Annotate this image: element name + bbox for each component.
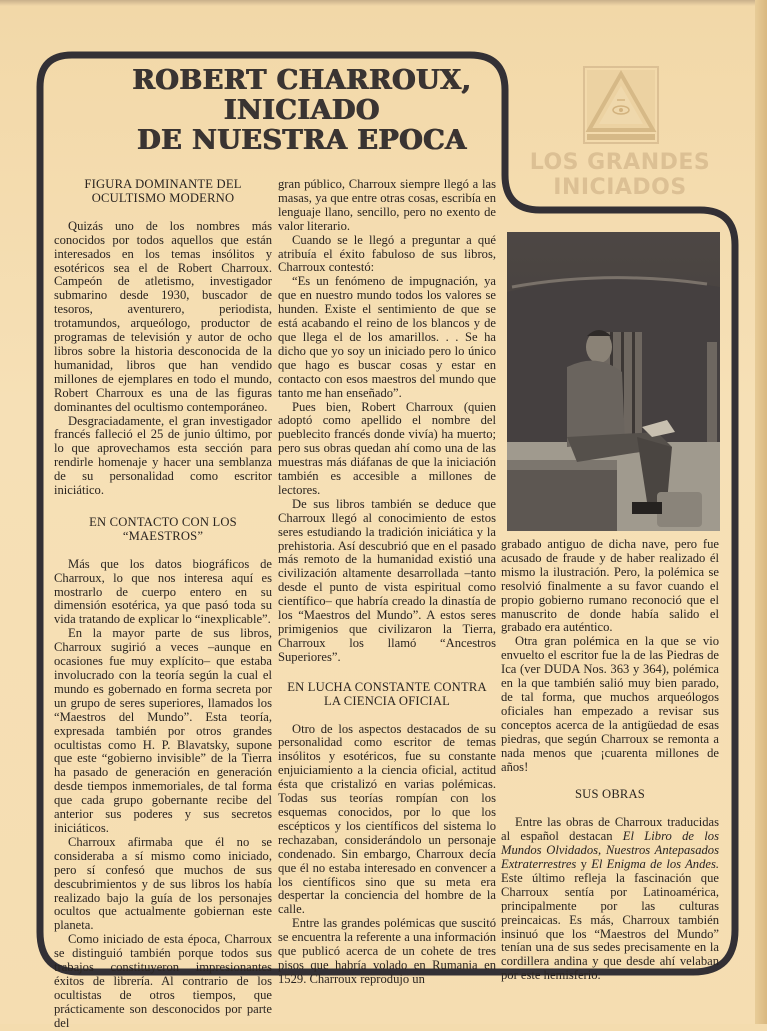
series-line-2: INICIADOS xyxy=(553,175,687,200)
paragraph: Charroux afirmaba que él no se consideraba a sí mismo como iniciado, pero sí confesó que muchos de sus descubrimientos y de sus libros los había realizado bajo la guía de los personajes ocultos que actualmente gobiernan este planeta. xyxy=(54,834,272,933)
photo-scene xyxy=(507,232,720,531)
series-line-1: LOS GRANDES xyxy=(529,150,711,175)
paragraph: Pues bien, Robert Charroux (quien adoptó como apellido el nombre del pueblecito francés donde vivía) ha muerto; pero sus obras quedan ahí como una de las muestras más diáfanas de que la iniciación también es accesible a millones de lectores. xyxy=(278,399,496,497)
title-line-3: DE NUESTRA EPOCA xyxy=(137,125,467,156)
section-heading xyxy=(278,681,496,709)
paragraph-text: Este último refleja la fascinación que Charroux sentía por Latinoamérica, principalmente por las culturas preincaicas. Es más, Charroux también insinuó que los “Maestros del Mundo” tenían una de sus sedes precisamente en la cordillera andina y que desde ahí velaban por este hemisferio. xyxy=(501,870,719,983)
section-heading-line-2: OCULTISMO MODERNO xyxy=(91,190,235,205)
section-heading-line-2: “MAESTROS” xyxy=(122,528,204,543)
section-heading xyxy=(501,788,719,802)
paragraph: De sus libros también se deduce que Charroux llegó al conocimiento de estos seres estudiando la tradición iniciática y la prehistoria. Así descubrió que en el pasado más remoto de la humanidad existió una civilización altamente desarrollada –tanto desde el punto de vista espiritual como científico– que habría creado la dinastía de los “Maestros del Mundo”. A estos seres primigenios que civilizaron la Tierra, Charroux los llamó “Ancestros Superiores”. xyxy=(278,496,496,664)
paragraph: gran público, Charroux siempre llegó a las masas, ya que entre otras cosas, escribía en lenguaje llano, sencillo, pero no exento de valor literario. xyxy=(278,177,496,233)
series-label xyxy=(520,150,720,200)
section-heading-line-1: FIGURA DOMINANTE DEL xyxy=(84,177,242,191)
section-heading xyxy=(54,516,272,544)
book-title: El Libro de los Mundos Olvidados, xyxy=(501,829,719,858)
book-title: Nuestros Antepasados Extraterrestres xyxy=(501,843,720,872)
title-line-1: ROBERT CHARROUX, xyxy=(132,65,472,96)
paragraph: grabado antiguo de dicha nave, pero fue acusado de fraude y de haber realizado él mismo la ilustración. Pero, la polémica se resolvió finalmente a su favor cuando el propio gobierno rumano reconoció que el manuscrito de donde había salido el grabado era auténtico. xyxy=(501,537,719,635)
paragraph: Entre las grandes polémicas que suscitó se encuentra la referente a una información que publicó acerca de un cohete de tres pisos que habría volado en Rumania en 1529. Charroux reprodujo un xyxy=(278,916,496,986)
paragraph-text: y xyxy=(576,857,592,872)
title-line-2: INICIADO xyxy=(224,95,380,126)
paragraph: Cuando se le llegó a preguntar a qué atribuía el éxito fabuloso de sus libros, Charroux contestó: xyxy=(278,232,496,275)
paragraph xyxy=(501,816,719,983)
book-title: El Enigma de los Andes. xyxy=(591,857,719,872)
article-column-2 xyxy=(278,178,496,987)
paragraph: Como iniciado de esta época, Charroux se distinguió también porque todos sus trabajos constituyeron impresionantes éxitos de librería. Al contrario de los ocultistas de otros tiempos, que prácticamente son desconocidos por parte del xyxy=(54,932,272,1030)
section-heading-line-1: EN LUCHA CONSTANTE CONTRA xyxy=(287,679,487,694)
section-heading-line-1: EN CONTACTO CON LOS xyxy=(89,514,237,529)
paragraph: “Es un fenómeno de impugnación, ya que en nuestro mundo todos los valores se hunden. Existe el sentimiento de que se está acabando el reino de los blancos y de que llega el de los amarillos. . . Se ha dicho que yo soy un iniciado pero lo único que hago es buscar cosas y estar en contacto con esos maestros del mundo que tanto me han enseñado”. xyxy=(278,274,496,400)
paragraph: Otra gran polémica en la que se vio envuelto el escritor fue la de las Piedras de Ica (ver DUDA Nos. 363 y 364), polémica en la que también salió muy bien parado, de tal forma, que muchos arqueólogos oficiales han empezado a revisar sus conceptos acerca de la antigüedad de esas piedras, que según Charroux se remonta a nada menos que ¡cuarenta millones de años! xyxy=(501,634,719,774)
paragraph: Quizás uno de los nombres más conocidos por todos aquellos que están interesados en los temas insólitos y esotéricos sea el de Robert Charroux. Campeón de atletismo, investigador submarino desde 1930, buscador de tesoros, aventurero, periodista, trotamundos, arqueólogo, productor de programas de televisión y autor de ocho libros sobre la historia desconocida de la humanidad, libros que han vendido millones de ejemplares en todo el mundo, Robert Charroux es una de las figuras dominantes del ocultismo contemporáneo. xyxy=(54,218,272,414)
article-title xyxy=(92,66,512,156)
triangle-eye-emblem-icon xyxy=(583,66,659,144)
section-heading-line-1: SUS OBRAS xyxy=(574,787,646,802)
portrait-photo xyxy=(507,232,720,531)
section-heading-line-2: LA CIENCIA OFICIAL xyxy=(323,693,451,708)
article-column-3 xyxy=(501,538,719,983)
paragraph: Más que los datos biográficos de Charroux, lo que nos interesa aquí es mostrarlo de cuerpo entero en su dimensión esotérica, ya que pasó toda su vida tratando de explicar lo “inexplicable”. xyxy=(54,556,272,627)
section-heading xyxy=(54,178,272,206)
paragraph: En la mayor parte de sus libros, Charroux sugirió a veces –aunque en ocasiones fue muy explícito– que estaba involucrado con la teoría según la cual el mundo es gobernado en forma secreta por un grupo de seres superiores, llamados los “Maestros del Mundo”. Esta teoría, expresada también por otros grandes ocultistas como H. P. Blavatsky, supone que este “gobierno invisible” de la Tierra ha pasado de generación en generación desde tiempos inmemoriales, de tal forma que cada grupo gobernante recibe del anterior sus poderes y sus secretos iniciáticos. xyxy=(54,626,272,835)
article-column-1 xyxy=(54,178,272,1031)
paragraph-text: Entre las obras de Charroux traducidas al español destacan xyxy=(501,815,719,844)
paragraph: Otro de los aspectos destacados de su personalidad como escritor de temas insólitos y esotéricos, fue su constante enjuiciamiento a la ciencia oficial, actitud ésta que cristalizó en varias polémicas. Todas sus teorías rompían con los esquemas conocidos, por lo que los escépticos y los científicos del sistema lo rechazaban, considerándolo un personaje condenado. Sin embargo, Charroux decía que él no estaba interesado en convencer a los científicos sino que su meta era despertar la conciencia del hombre de la calle. xyxy=(278,721,496,917)
paragraph: Desgraciadamente, el gran investigador francés falleció el 25 de junio último, por lo que aprovechamos esta sección para rendirle homenaje y hacer una semblanza de su personalidad como escritor iniciático. xyxy=(54,413,272,498)
